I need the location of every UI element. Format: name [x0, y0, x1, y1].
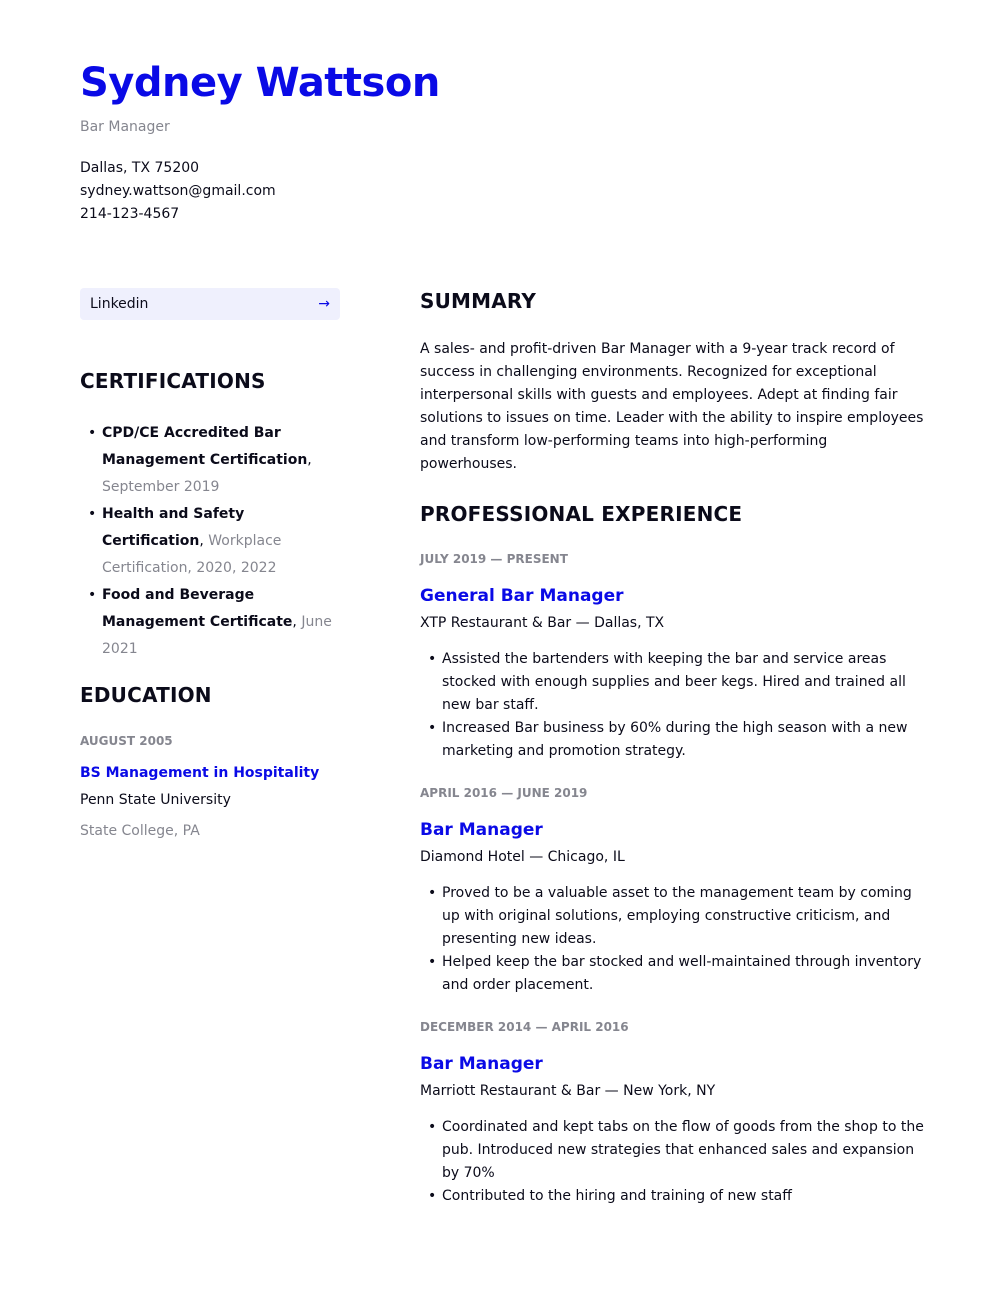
- job-bullets: [420, 882, 925, 997]
- arrow-right-icon: →: [318, 296, 330, 312]
- education-degree: BS Management in Hospitality: [80, 765, 320, 781]
- certification-date: Workplace Certification, 2020, 2022: [102, 533, 282, 576]
- education-date: AUGUST 2005: [80, 734, 173, 748]
- contact-address: Dallas, TX 75200: [80, 160, 200, 176]
- certification-date: September 2019: [102, 479, 220, 495]
- education-school: Penn State University: [80, 792, 231, 808]
- job-entry: [420, 786, 925, 997]
- education-heading: EDUCATION: [80, 683, 212, 707]
- certification-name: Food and Beverage Management Certificate: [102, 587, 293, 630]
- job-title: Bar Manager: [420, 1054, 543, 1074]
- job-company: XTP Restaurant & Bar — Dallas, TX: [420, 615, 665, 631]
- contact-block: [80, 157, 276, 226]
- job-title: Bar Manager: [420, 820, 543, 840]
- experience-heading: PROFESSIONAL EXPERIENCE: [420, 502, 743, 526]
- job-bullet: • Contributed to the hiring and training of new staff: [420, 1185, 925, 1208]
- job-bullet: • Assisted the bartenders with keeping the bar and service areas stocked with enough supplies and beer kegs. Hired and trained all new bar staff.: [420, 648, 925, 717]
- job-bullet: • Increased Bar business by 60% during the high season with a new marketing and promotion strategy.: [420, 717, 925, 763]
- certification-item: • Health and Safety Certification, Workplace Certification, 2020, 2022: [80, 501, 342, 582]
- certification-name: Health and Safety Certification: [102, 506, 245, 549]
- linkedin-link[interactable]: [80, 288, 340, 320]
- job-bullets: [420, 648, 925, 763]
- job-company: Diamond Hotel — Chicago, IL: [420, 849, 625, 865]
- job-bullet: • Coordinated and kept tabs on the flow of goods from the shop to the pub. Introduced new strategies that enhanced sales and expansion by 70%: [420, 1116, 925, 1185]
- job-company: Marriott Restaurant & Bar — New York, NY: [420, 1083, 716, 1099]
- certifications-heading: CERTIFICATIONS: [80, 369, 266, 393]
- job-bullet: • Proved to be a valuable asset to the management team by coming up with original solutions, employing constructive criticism, and presenting new ideas.: [420, 882, 925, 951]
- certification-item: • CPD/CE Accredited Bar Management Certification, September 2019: [80, 420, 342, 501]
- certification-date: June 2021: [102, 614, 332, 657]
- certification-name: CPD/CE Accredited Bar Management Certification: [102, 425, 308, 468]
- linkedin-label: Linkedin: [90, 296, 149, 312]
- contact-phone: 214-123-4567: [80, 206, 180, 222]
- job-dates: DECEMBER 2014 — APRIL 2016: [420, 1020, 629, 1034]
- job-entry: [420, 1020, 925, 1208]
- job-dates: APRIL 2016 — JUNE 2019: [420, 786, 588, 800]
- summary-text: A sales- and profit-driven Bar Manager with a 9-year track record of success in challenging environments. Recognized for exceptional interpersonal skills with guests and employees. Adept at finding fair solutions to issues on time. Leader with the ability to inspire employees and transform low-performing teams into high-performing powerhouses.: [420, 341, 924, 472]
- certifications-list: [80, 420, 342, 663]
- job-bullet: • Helped keep the bar stocked and well-maintained through inventory and order placement.: [420, 951, 925, 997]
- contact-email: sydney.wattson@gmail.com: [80, 183, 276, 199]
- resume-name: Sydney Wattson: [80, 60, 440, 106]
- education-location: State College, PA: [80, 823, 200, 839]
- summary-heading: SUMMARY: [420, 289, 537, 313]
- job-entry: [420, 552, 925, 763]
- resume-job-title: Bar Manager: [80, 119, 170, 135]
- job-dates: JULY 2019 — PRESENT: [420, 552, 568, 566]
- job-title: General Bar Manager: [420, 586, 624, 606]
- certification-item: • Food and Beverage Management Certificate, June 2021: [80, 582, 342, 663]
- job-bullets: [420, 1116, 925, 1208]
